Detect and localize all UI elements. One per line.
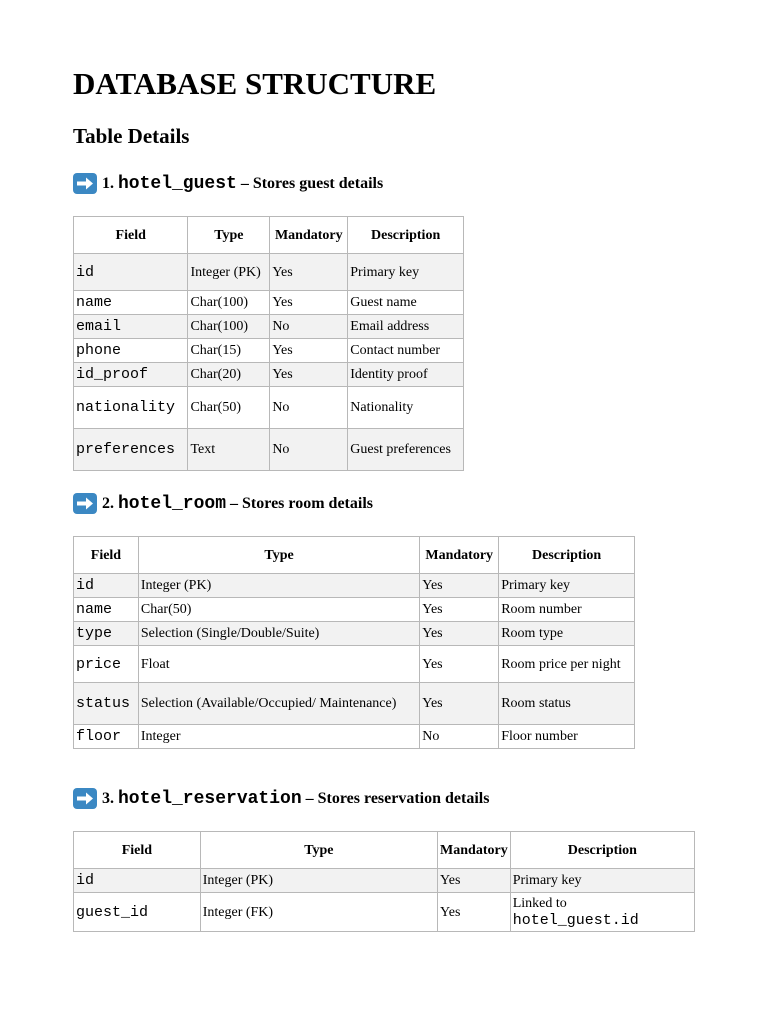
table-row — [74, 387, 464, 429]
table-row — [74, 339, 464, 363]
section-description: – Stores reservation details — [305, 789, 490, 807]
cell-mandatory: Yes — [420, 598, 499, 622]
cell-type: Text — [188, 429, 270, 471]
cell-description: Primary key — [510, 869, 694, 893]
cell-description: Identity proof — [348, 363, 464, 387]
section-heading-hotel-guest — [73, 173, 383, 194]
cell-type: Char(100) — [188, 291, 270, 315]
cell-field: id — [74, 574, 139, 598]
right-arrow-icon — [73, 788, 97, 809]
page-title: DATABASE STRUCTURE — [73, 66, 437, 101]
table-row — [74, 429, 464, 471]
cell-field: preferences — [74, 429, 188, 471]
hotel-guest-table — [73, 216, 464, 471]
right-arrow-icon — [73, 493, 97, 514]
description-code: hotel_guest.id — [512, 912, 639, 929]
model-name: hotel_guest — [118, 173, 237, 194]
header-description: Description — [510, 832, 694, 869]
header-type: Type — [200, 832, 437, 869]
cell-description: Primary key — [348, 254, 464, 291]
cell-mandatory: Yes — [438, 869, 511, 893]
header-field: Field — [74, 217, 188, 254]
cell-description: Contact number — [348, 339, 464, 363]
table-header-row — [74, 537, 635, 574]
table-row — [74, 646, 635, 683]
cell-description: Primary key — [499, 574, 635, 598]
cell-field: email — [74, 315, 188, 339]
section-number: 2. — [102, 494, 114, 512]
header-mandatory: Mandatory — [270, 217, 348, 254]
cell-type: Selection (Single/Double/Suite) — [138, 622, 419, 646]
cell-type: Char(20) — [188, 363, 270, 387]
cell-field: status — [74, 683, 139, 725]
table-header-row — [74, 217, 464, 254]
cell-description: Guest preferences — [348, 429, 464, 471]
model-name: hotel_reservation — [118, 788, 302, 809]
cell-field: id — [74, 254, 188, 291]
table-row — [74, 725, 635, 749]
cell-description: Room price per night — [499, 646, 635, 683]
cell-type: Char(100) — [188, 315, 270, 339]
table-row — [74, 315, 464, 339]
cell-mandatory: No — [420, 725, 499, 749]
cell-field: id — [74, 869, 201, 893]
header-mandatory: Mandatory — [420, 537, 499, 574]
cell-mandatory: No — [270, 387, 348, 429]
table-row — [74, 869, 695, 893]
cell-description: Room status — [499, 683, 635, 725]
section-heading-hotel-reservation — [73, 788, 489, 809]
cell-field: floor — [74, 725, 139, 749]
section-heading-hotel-room — [73, 493, 373, 514]
header-description: Description — [499, 537, 635, 574]
cell-type: Integer — [138, 725, 419, 749]
table-row — [74, 291, 464, 315]
description-text: Linked to — [512, 896, 567, 911]
cell-type: Integer (PK) — [188, 254, 270, 291]
cell-description: Email address — [348, 315, 464, 339]
cell-description: Guest name — [348, 291, 464, 315]
section-title-table-details: Table Details — [73, 124, 190, 148]
section-number: 1. — [102, 174, 114, 192]
cell-description: Floor number — [499, 725, 635, 749]
header-description: Description — [348, 217, 464, 254]
cell-mandatory: Yes — [420, 574, 499, 598]
cell-type: Char(50) — [138, 598, 419, 622]
model-name: hotel_room — [118, 493, 227, 514]
cell-type: Char(50) — [188, 387, 270, 429]
table-header-row — [74, 832, 695, 869]
cell-field: guest_id — [74, 893, 201, 932]
header-field: Field — [74, 537, 139, 574]
table-row — [74, 683, 635, 725]
cell-type: Integer (PK) — [200, 869, 437, 893]
section-number: 3. — [102, 789, 114, 807]
cell-mandatory: Yes — [270, 363, 348, 387]
cell-description — [510, 893, 694, 932]
cell-type: Char(15) — [188, 339, 270, 363]
hotel-reservation-table — [73, 831, 695, 932]
cell-field: type — [74, 622, 139, 646]
cell-mandatory: No — [270, 315, 348, 339]
cell-description: Room type — [499, 622, 635, 646]
header-mandatory: Mandatory — [438, 832, 511, 869]
cell-description: Nationality — [348, 387, 464, 429]
header-field: Field — [74, 832, 201, 869]
cell-mandatory: Yes — [420, 683, 499, 725]
cell-mandatory: Yes — [420, 622, 499, 646]
cell-field: name — [74, 291, 188, 315]
table-row — [74, 622, 635, 646]
cell-mandatory: Yes — [270, 254, 348, 291]
cell-field: name — [74, 598, 139, 622]
cell-mandatory: Yes — [420, 646, 499, 683]
cell-type: Float — [138, 646, 419, 683]
table-row — [74, 574, 635, 598]
cell-field: id_proof — [74, 363, 188, 387]
section-description: – Stores guest details — [240, 174, 384, 192]
cell-type: Integer (FK) — [200, 893, 437, 932]
hotel-room-table — [73, 536, 635, 749]
cell-type: Selection (Available/Occupied/ Maintenance) — [138, 683, 419, 725]
table-row — [74, 254, 464, 291]
section-description: – Stores room details — [230, 494, 373, 512]
table-row — [74, 363, 464, 387]
cell-mandatory: Yes — [438, 893, 511, 932]
cell-field: price — [74, 646, 139, 683]
cell-mandatory: No — [270, 429, 348, 471]
cell-field: phone — [74, 339, 188, 363]
header-type: Type — [138, 537, 419, 574]
table-row — [74, 893, 695, 932]
right-arrow-icon — [73, 173, 97, 194]
cell-field: nationality — [74, 387, 188, 429]
cell-mandatory: Yes — [270, 291, 348, 315]
cell-description: Room number — [499, 598, 635, 622]
cell-mandatory: Yes — [270, 339, 348, 363]
table-row — [74, 598, 635, 622]
cell-type: Integer (PK) — [138, 574, 419, 598]
header-type: Type — [188, 217, 270, 254]
